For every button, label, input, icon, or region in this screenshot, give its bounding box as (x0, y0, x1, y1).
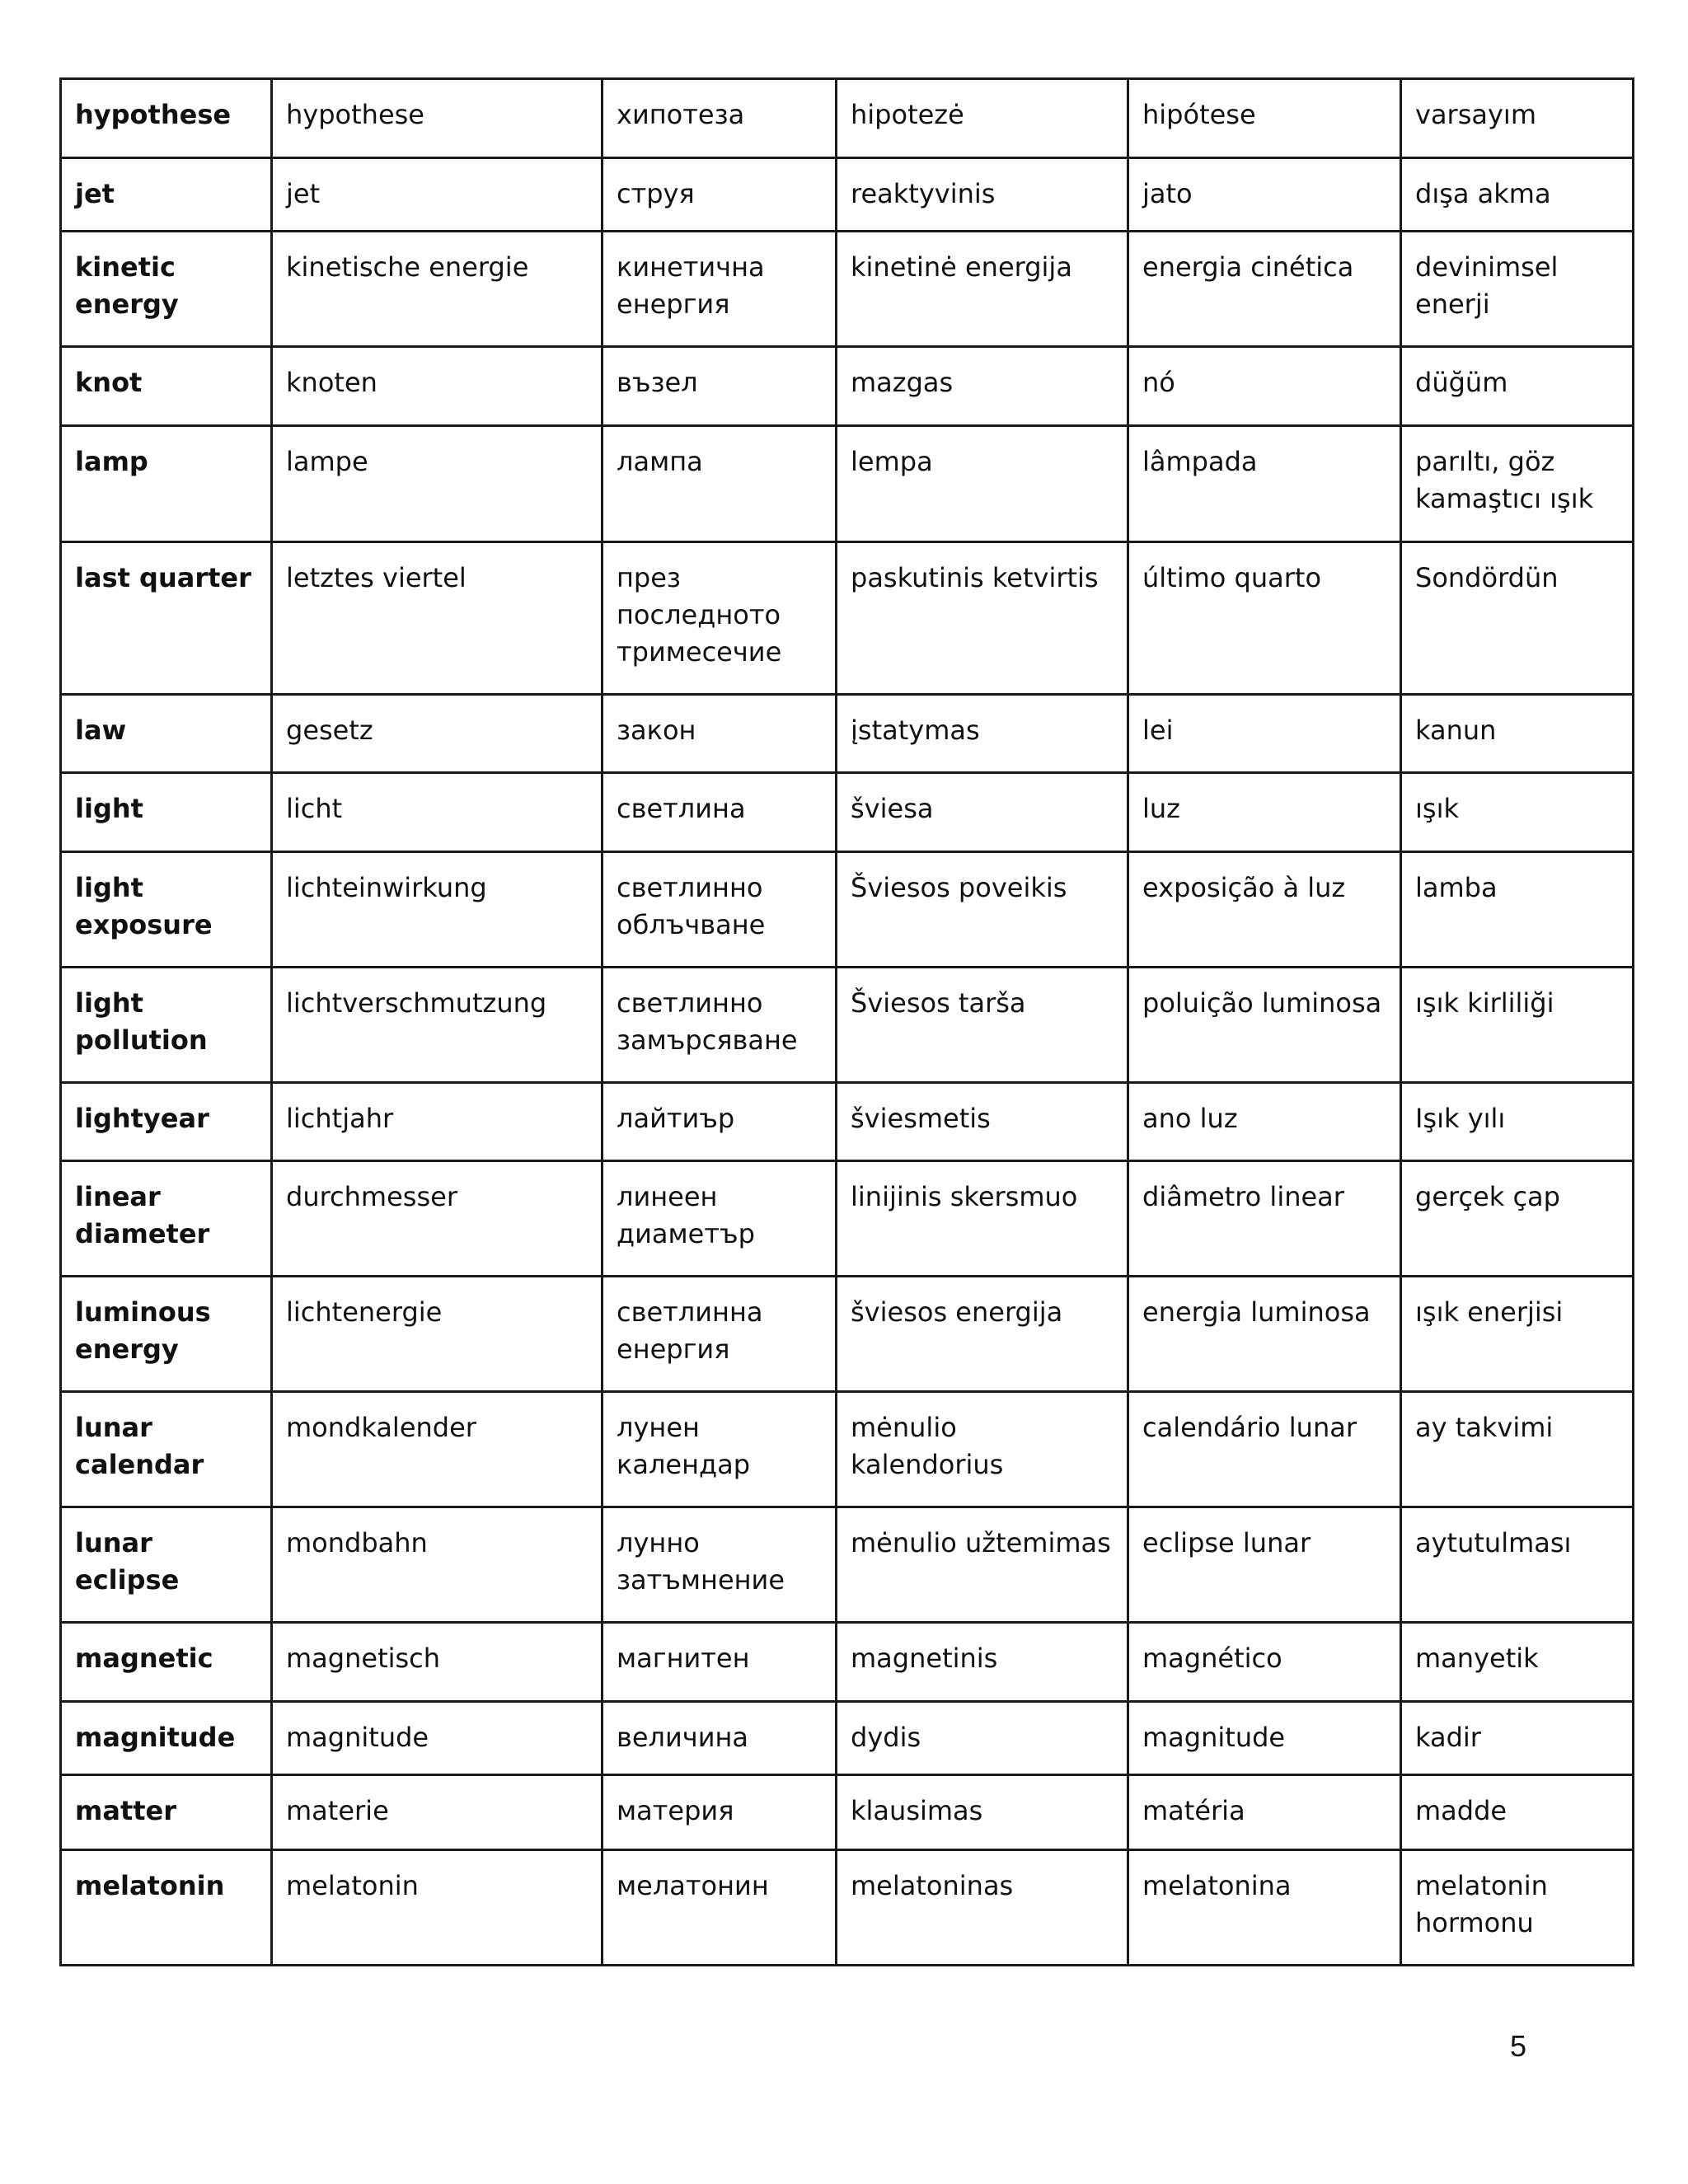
lithuanian-cell: melatoninas (837, 1850, 1128, 1966)
term-cell: light (61, 773, 272, 852)
glossary-table (59, 77, 1634, 1966)
portuguese-cell: eclipse lunar (1128, 1507, 1401, 1623)
table-row (61, 1161, 1634, 1277)
german-cell: lampe (272, 426, 603, 542)
german-cell: mondbahn (272, 1507, 603, 1623)
table-row (61, 1507, 1634, 1623)
table-row (61, 1702, 1634, 1775)
term-cell: knot (61, 347, 272, 426)
turkish-cell: ışık (1401, 773, 1634, 852)
term-cell: magnetic (61, 1623, 272, 1702)
lithuanian-cell: hipotezė (837, 79, 1128, 158)
table-row (61, 542, 1634, 695)
bulgarian-cell: светлинно замърсяване (603, 968, 837, 1083)
bulgarian-cell: хипотеза (603, 79, 837, 158)
term-cell: jet (61, 158, 272, 232)
bulgarian-cell: мелатонин (603, 1850, 837, 1966)
term-cell: melatonin (61, 1850, 272, 1966)
german-cell: mondkalender (272, 1392, 603, 1507)
lithuanian-cell: paskutinis ketvirtis (837, 542, 1128, 695)
bulgarian-cell: кинетична енергия (603, 232, 837, 347)
german-cell: letztes viertel (272, 542, 603, 695)
german-cell: jet (272, 158, 603, 232)
table-row (61, 1775, 1634, 1850)
german-cell: lichtenergie (272, 1277, 603, 1392)
lithuanian-cell: mėnulio užtemimas (837, 1507, 1128, 1623)
term-cell: lamp (61, 426, 272, 542)
turkish-cell: devinimsel enerji (1401, 232, 1634, 347)
lithuanian-cell: šviesos energija (837, 1277, 1128, 1392)
turkish-cell: melatonin hormonu (1401, 1850, 1634, 1966)
term-cell: luminous energy (61, 1277, 272, 1392)
portuguese-cell: hipótese (1128, 79, 1401, 158)
turkish-cell: Işık yılı (1401, 1083, 1634, 1161)
german-cell: knoten (272, 347, 603, 426)
term-cell: lunar eclipse (61, 1507, 272, 1623)
lithuanian-cell: lempa (837, 426, 1128, 542)
lithuanian-cell: kinetinė energija (837, 232, 1128, 347)
bulgarian-cell: лунен календар (603, 1392, 837, 1507)
german-cell: licht (272, 773, 603, 852)
bulgarian-cell: струя (603, 158, 837, 232)
portuguese-cell: energia luminosa (1128, 1277, 1401, 1392)
page-number: 5 (1509, 2029, 1527, 2063)
portuguese-cell: magnitude (1128, 1702, 1401, 1775)
bulgarian-cell: лунно затъмнение (603, 1507, 837, 1623)
lithuanian-cell: mėnulio kalendorius (837, 1392, 1128, 1507)
bulgarian-cell: лампа (603, 426, 837, 542)
portuguese-cell: diâmetro linear (1128, 1161, 1401, 1277)
portuguese-cell: ano luz (1128, 1083, 1401, 1161)
turkish-cell: kanun (1401, 695, 1634, 773)
lithuanian-cell: magnetinis (837, 1623, 1128, 1702)
portuguese-cell: jato (1128, 158, 1401, 232)
term-cell: lunar calendar (61, 1392, 272, 1507)
turkish-cell: kadir (1401, 1702, 1634, 1775)
turkish-cell: ışık enerjisi (1401, 1277, 1634, 1392)
lithuanian-cell: šviesmetis (837, 1083, 1128, 1161)
portuguese-cell: lâmpada (1128, 426, 1401, 542)
lithuanian-cell: mazgas (837, 347, 1128, 426)
bulgarian-cell: величина (603, 1702, 837, 1775)
portuguese-cell: poluição luminosa (1128, 968, 1401, 1083)
turkish-cell: madde (1401, 1775, 1634, 1850)
table-row (61, 232, 1634, 347)
portuguese-cell: nó (1128, 347, 1401, 426)
bulgarian-cell: материя (603, 1775, 837, 1850)
turkish-cell: varsayım (1401, 79, 1634, 158)
turkish-cell: ay takvimi (1401, 1392, 1634, 1507)
german-cell: melatonin (272, 1850, 603, 1966)
table-row (61, 852, 1634, 968)
bulgarian-cell: закон (603, 695, 837, 773)
portuguese-cell: lei (1128, 695, 1401, 773)
german-cell: hypothese (272, 79, 603, 158)
portuguese-cell: último quarto (1128, 542, 1401, 695)
portuguese-cell: energia cinética (1128, 232, 1401, 347)
bulgarian-cell: през последното тримесечие (603, 542, 837, 695)
lithuanian-cell: įstatymas (837, 695, 1128, 773)
portuguese-cell: magnético (1128, 1623, 1401, 1702)
bulgarian-cell: лайтиър (603, 1083, 837, 1161)
portuguese-cell: calendário lunar (1128, 1392, 1401, 1507)
lithuanian-cell: šviesa (837, 773, 1128, 852)
lithuanian-cell: Šviesos tarša (837, 968, 1128, 1083)
table-row (61, 158, 1634, 232)
term-cell: hypothese (61, 79, 272, 158)
turkish-cell: gerçek çap (1401, 1161, 1634, 1277)
term-cell: kinetic energy (61, 232, 272, 347)
term-cell: light exposure (61, 852, 272, 968)
portuguese-cell: luz (1128, 773, 1401, 852)
term-cell: matter (61, 1775, 272, 1850)
turkish-cell: lamba (1401, 852, 1634, 968)
table-row (61, 695, 1634, 773)
german-cell: lichtverschmutzung (272, 968, 603, 1083)
lithuanian-cell: linijinis skersmuo (837, 1161, 1128, 1277)
lithuanian-cell: dydis (837, 1702, 1128, 1775)
portuguese-cell: matéria (1128, 1775, 1401, 1850)
german-cell: magnetisch (272, 1623, 603, 1702)
portuguese-cell: exposição à luz (1128, 852, 1401, 968)
term-cell: lightyear (61, 1083, 272, 1161)
term-cell: last quarter (61, 542, 272, 695)
lithuanian-cell: klausimas (837, 1775, 1128, 1850)
bulgarian-cell: възел (603, 347, 837, 426)
turkish-cell: parıltı, göz kamaştıcı ışık (1401, 426, 1634, 542)
table-row (61, 347, 1634, 426)
portuguese-cell: melatonina (1128, 1850, 1401, 1966)
german-cell: lichtjahr (272, 1083, 603, 1161)
turkish-cell: ışık kirliliği (1401, 968, 1634, 1083)
table-row (61, 1277, 1634, 1392)
lithuanian-cell: reaktyvinis (837, 158, 1128, 232)
table-row (61, 426, 1634, 542)
german-cell: lichteinwirkung (272, 852, 603, 968)
table-row (61, 968, 1634, 1083)
turkish-cell: aytutulması (1401, 1507, 1634, 1623)
german-cell: durchmesser (272, 1161, 603, 1277)
turkish-cell: manyetik (1401, 1623, 1634, 1702)
german-cell: kinetische energie (272, 232, 603, 347)
bulgarian-cell: светлинно облъчване (603, 852, 837, 968)
turkish-cell: Sondördün (1401, 542, 1634, 695)
table-row (61, 1623, 1634, 1702)
table-row (61, 1850, 1634, 1966)
table-row (61, 1083, 1634, 1161)
term-cell: light pollution (61, 968, 272, 1083)
term-cell: law (61, 695, 272, 773)
turkish-cell: düğüm (1401, 347, 1634, 426)
bulgarian-cell: магнитен (603, 1623, 837, 1702)
term-cell: magnitude (61, 1702, 272, 1775)
bulgarian-cell: линеен диаметър (603, 1161, 837, 1277)
turkish-cell: dışa akma (1401, 158, 1634, 232)
german-cell: magnitude (272, 1702, 603, 1775)
german-cell: gesetz (272, 695, 603, 773)
german-cell: materie (272, 1775, 603, 1850)
table-row (61, 1392, 1634, 1507)
bulgarian-cell: светлинна енергия (603, 1277, 837, 1392)
table-row (61, 79, 1634, 158)
table-row (61, 773, 1634, 852)
lithuanian-cell: Šviesos poveikis (837, 852, 1128, 968)
term-cell: linear diameter (61, 1161, 272, 1277)
bulgarian-cell: светлина (603, 773, 837, 852)
